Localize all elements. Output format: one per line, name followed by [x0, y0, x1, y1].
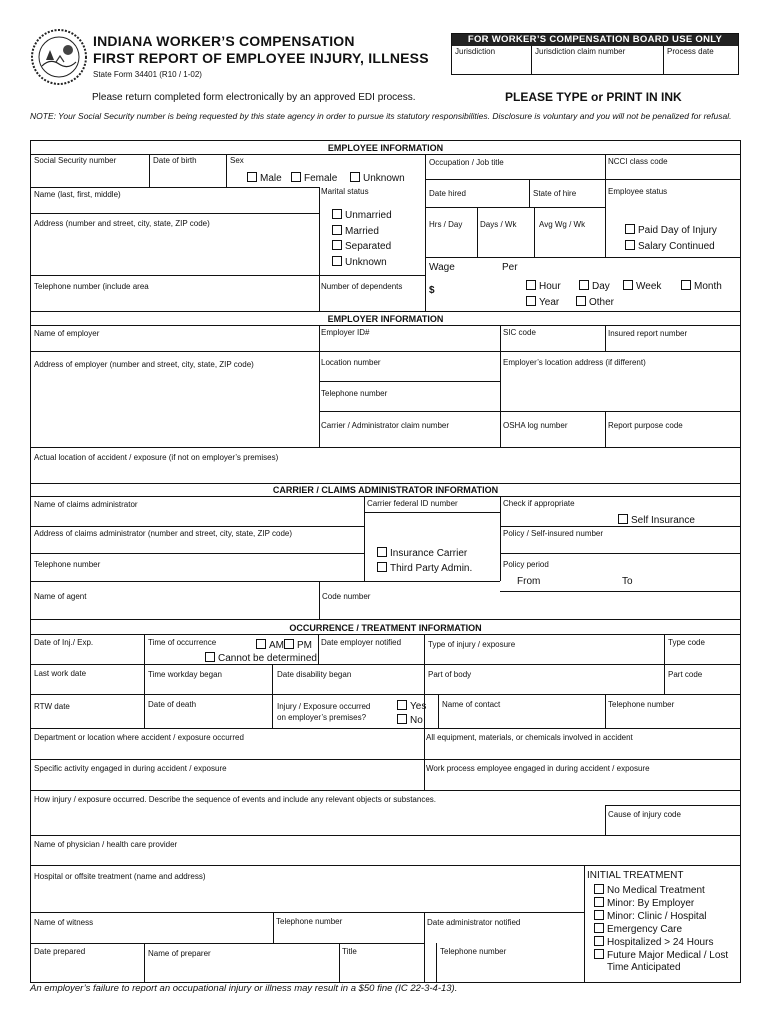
agent-code-number-field[interactable]: Code number [322, 592, 371, 601]
policy-to-field[interactable]: To [622, 576, 633, 587]
state-form-number: State Form 34401 (R10 / 1-02) [93, 70, 202, 79]
carrier-federal-id-field[interactable]: Carrier federal ID number [367, 499, 458, 508]
failure-to-report-notice: An employer’s failure to report an occupational injury or illness may result in a $50 fine (IC 22-3-4-13). [30, 983, 458, 994]
claims-administrator-address-field[interactable]: Address of claims administrator (number and street, city, state, ZIP code) [34, 529, 293, 538]
witness-telephone-field[interactable]: Telephone number [276, 917, 343, 926]
insured-report-number-field[interactable]: Insured report number [608, 329, 688, 338]
per-month-checkbox[interactable]: Month [681, 280, 722, 293]
contact-name-field[interactable]: Name of contact [442, 700, 501, 709]
carrier-section-title: CARRIER / CLAIMS ADMINISTRATOR INFORMATION [272, 485, 499, 495]
ncci-class-code-field[interactable]: NCCI class code [608, 157, 668, 166]
premises-question-line1: Injury / Exposure occurred [277, 702, 371, 711]
process-date-field[interactable]: Process date [663, 46, 738, 74]
initial-treatment-label: INITIAL TREATMENT [587, 870, 684, 881]
jurisdiction-field[interactable]: Jurisdiction [455, 47, 496, 56]
per-label: Per [502, 262, 518, 273]
equipment-involved-field[interactable]: All equipment, materials, or chemicals involved in accident [426, 733, 633, 742]
days-per-week-field[interactable]: Days / Wk [480, 220, 517, 229]
per-other-checkbox[interactable]: Other [576, 296, 614, 309]
claims-administrator-name-field[interactable]: Name of claims administrator [34, 500, 138, 509]
insurance-carrier-checkbox[interactable]: Insurance Carrier [377, 547, 467, 560]
self-insurance-checkbox[interactable]: Self Insurance [618, 514, 695, 527]
specific-activity-field[interactable]: Specific activity engaged in during accident / exposure [34, 764, 227, 773]
date-employer-notified-field[interactable]: Date employer notified [321, 638, 402, 647]
rtw-date-field[interactable]: RTW date [34, 702, 70, 711]
policy-period-label: Policy period [503, 560, 549, 569]
am-checkbox[interactable]: AM [256, 639, 284, 652]
type-or-print-notice: PLEASE TYPE or PRINT IN INK [505, 90, 682, 104]
average-wage-field[interactable]: Avg Wg / Wk [539, 220, 586, 229]
part-code-field[interactable]: Part code [668, 670, 703, 679]
time-of-occurrence-field[interactable]: Time of occurrence [148, 638, 217, 647]
preparer-name-field[interactable]: Name of preparer [148, 949, 211, 958]
sex-female-checkbox[interactable]: Female [291, 172, 337, 185]
form-title-line2: FIRST REPORT OF EMPLOYEE INJURY, ILLNESS [93, 50, 429, 66]
cannot-be-determined-checkbox[interactable]: Cannot be determined [205, 652, 317, 665]
premises-no-checkbox[interactable]: No [397, 714, 423, 727]
wage-label: Wage [429, 262, 455, 273]
witness-name-field[interactable]: Name of witness [34, 918, 94, 927]
treatment-future-major-checkbox[interactable]: Future Major Medical / Lost [594, 949, 728, 962]
premises-yes-checkbox[interactable]: Yes [397, 700, 426, 713]
sic-code-field[interactable]: SIC code [503, 328, 536, 337]
form-title-line1: INDIANA WORKER’S COMPENSATION [93, 33, 355, 49]
employee-name-field[interactable]: Name (last, first, middle) [34, 190, 121, 199]
paid-day-of-injury-checkbox[interactable]: Paid Day of Injury [625, 224, 717, 237]
board-use-only-title: FOR WORKER’S COMPENSATION BOARD USE ONLY [452, 34, 738, 46]
time-workday-began-field[interactable]: Time workday began [148, 670, 222, 679]
date-disability-began-field[interactable]: Date disability began [277, 670, 352, 679]
treatment-hospitalized-checkbox[interactable]: Hospitalized > 24 Hours [594, 936, 713, 949]
employee-address-field[interactable]: Address (number and street, city, state, ZIP code) [34, 219, 210, 228]
cause-of-injury-code-field[interactable]: Cause of injury code [608, 810, 681, 819]
report-form [30, 140, 741, 983]
report-purpose-code-field[interactable]: Report purpose code [608, 421, 683, 430]
salary-continued-checkbox[interactable]: Salary Continued [625, 240, 715, 253]
type-of-injury-field[interactable]: Type of injury / exposure [428, 640, 516, 649]
employer-section-title: EMPLOYER INFORMATION [327, 314, 444, 324]
sex-label: Sex [230, 156, 244, 165]
employee-section-title: EMPLOYEE INFORMATION [327, 143, 444, 153]
occupation-field[interactable]: Occupation / Job title [429, 158, 504, 167]
policy-from-field[interactable]: From [517, 576, 541, 587]
accident-location-field[interactable]: Actual location of accident / exposure (if not on employer’s premises) [34, 453, 279, 462]
marital-unknown-checkbox[interactable]: Unknown [332, 256, 387, 269]
preparer-telephone-field[interactable]: Telephone number [440, 947, 507, 956]
department-location-field[interactable]: Department or location where accident / exposure occurred [34, 733, 244, 742]
per-year-checkbox[interactable]: Year [526, 296, 559, 309]
employee-status-field[interactable]: Employee status [608, 187, 668, 196]
treatment-minor-employer-checkbox[interactable]: Minor: By Employer [594, 897, 694, 910]
employer-address-field[interactable]: Address of employer (number and street, city, state, ZIP code) [34, 360, 254, 369]
occurrence-section-title: OCCURRENCE / TREATMENT INFORMATION [289, 623, 482, 633]
marital-unmarried-checkbox[interactable]: Unmarried [332, 209, 392, 222]
marital-separated-checkbox[interactable]: Separated [332, 240, 391, 253]
ssn-field[interactable]: Social Security number [34, 156, 117, 165]
work-process-field[interactable]: Work process employee engaged in during accident / exposure [426, 764, 650, 773]
date-of-death-field[interactable]: Date of death [148, 700, 197, 709]
treatment-emergency-care-checkbox[interactable]: Emergency Care [594, 923, 682, 936]
date-of-birth-field[interactable]: Date of birth [153, 156, 197, 165]
agent-name-field[interactable]: Name of agent [34, 592, 87, 601]
submission-instruction: Please return completed form electronically by an approved EDI process. [92, 92, 416, 103]
location-number-field[interactable]: Location number [321, 358, 381, 367]
hours-per-day-field[interactable]: Hrs / Day [429, 220, 463, 229]
date-hired-field[interactable]: Date hired [429, 189, 466, 198]
employee-telephone-field[interactable]: Telephone number (include area [34, 282, 149, 291]
per-hour-checkbox[interactable]: Hour [526, 280, 561, 293]
employer-location-address-field[interactable]: Employer’s location address (if different) [503, 358, 646, 367]
employer-name-field[interactable]: Name of employer [34, 329, 100, 338]
treatment-no-medical-checkbox[interactable]: No Medical Treatment [594, 884, 705, 897]
treatment-time-anticipated-label: Time Anticipated [607, 962, 681, 973]
date-of-injury-field[interactable]: Date of Inj./ Exp. [34, 638, 94, 647]
pm-checkbox[interactable]: PM [284, 639, 312, 652]
per-week-checkbox[interactable]: Week [623, 280, 661, 293]
indiana-state-seal [30, 28, 88, 86]
check-if-appropriate-label: Check if appropriate [503, 499, 575, 508]
marital-married-checkbox[interactable]: Married [332, 225, 379, 238]
claims-administrator-telephone-field[interactable]: Telephone number [34, 560, 101, 569]
last-work-date-field[interactable]: Last work date [34, 669, 87, 678]
hospital-treatment-field[interactable]: Hospital or offsite treatment (name and address) [34, 872, 206, 881]
jurisdiction-claim-number-field[interactable]: Jurisdiction claim number [531, 46, 663, 74]
state-of-hire-field[interactable]: State of hire [533, 189, 577, 198]
marital-status-label: Marital status [321, 187, 369, 196]
sex-unknown-checkbox[interactable]: Unknown [350, 172, 405, 185]
number-of-dependents-field[interactable]: Number of dependents [321, 282, 403, 291]
type-code-field[interactable]: Type code [668, 638, 705, 647]
policy-number-field[interactable]: Policy / Self-insured number [503, 529, 604, 538]
physician-name-field[interactable]: Name of physician / health care provider [34, 840, 178, 849]
preparer-title-field[interactable]: Title [342, 947, 357, 956]
treatment-minor-clinic-checkbox[interactable]: Minor: Clinic / Hospital [594, 910, 706, 923]
sex-male-checkbox[interactable]: Male [247, 172, 282, 185]
contact-telephone-field[interactable]: Telephone number [608, 700, 675, 709]
per-day-checkbox[interactable]: Day [579, 280, 610, 293]
part-of-body-field[interactable]: Part of body [428, 670, 472, 679]
ssn-disclosure-note: NOTE: Your Social Security number is being requested by this state agency in order to pursue its statutory responsibilities. Disclosure is voluntary and you will not be penalized for refusal. [30, 111, 732, 121]
third-party-admin-checkbox[interactable]: Third Party Admin. [377, 562, 472, 575]
injury-description-field[interactable]: How injury / exposure occurred. Describe the sequence of events and include any relevant objects or substances. [34, 795, 436, 804]
premises-question-line2: on employer’s premises? [277, 713, 367, 722]
employer-id-field[interactable]: Employer ID# [321, 328, 370, 337]
employer-telephone-field[interactable]: Telephone number [321, 389, 388, 398]
board-use-only-box [451, 33, 739, 75]
osha-log-number-field[interactable]: OSHA log number [503, 421, 568, 430]
wage-dollar-field[interactable]: $ [429, 285, 435, 296]
carrier-claim-number-field[interactable]: Carrier / Administrator claim number [321, 421, 450, 430]
date-administrator-notified-field[interactable]: Date administrator notified [427, 918, 521, 927]
date-prepared-field[interactable]: Date prepared [34, 947, 86, 956]
